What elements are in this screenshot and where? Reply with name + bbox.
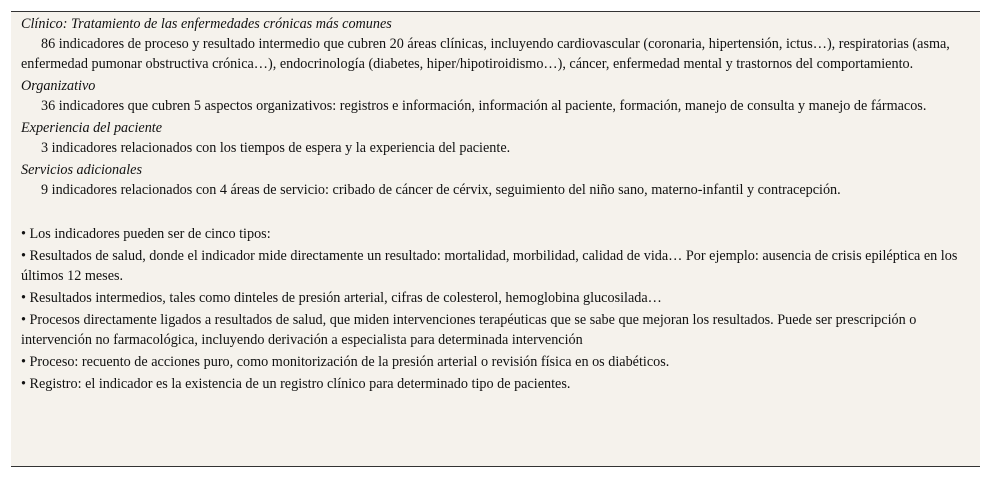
bullet-item: • Resultados de salud, donde el indicador mide directamente un resultado: mortalidad, morbilidad, calidad de vida… Por ejemplo: ausencia de crisis epiléptica en los últimos 12 meses. (21, 248, 958, 284)
section-text-servicios: 9 indicadores relacionados con 4 áreas de servicio: cribado de cáncer de cérvix, seguimiento del niño sano, materno-infantil y contracepción. (41, 182, 841, 198)
section-text-experiencia: 3 indicadores relacionados con los tiempos de espera y la experiencia del paciente. (41, 140, 511, 156)
section-heading-organizativo: Organizativo (21, 78, 96, 94)
spacer (21, 202, 968, 224)
bullet-item: • Proceso: recuento de acciones puro, como monitorización de la presión arterial o revisión física en os diabéticos. (21, 354, 670, 370)
indicator-table-panel (11, 11, 980, 467)
section-heading-experiencia: Experiencia del paciente (21, 120, 163, 136)
bullet-item: • Registro: el indicador es la existencia de un registro clínico para determinado tipo de pacientes. (21, 376, 571, 392)
section-text-organizativo: 36 indicadores que cubren 5 aspectos organizativos: registros e información, información al paciente, formación, manejo de consulta y manejo de fármacos. (41, 98, 927, 114)
bullet-item: • Procesos directamente ligados a resultados de salud, que miden intervenciones terapéuticas que se sabe que mejoran los resultados. Puede ser prescripción o intervención no farmacológica, incluyendo derivación a especialista para determinada intervención (21, 312, 917, 348)
bullet-intro: • Los indicadores pueden ser de cinco tipos: (21, 226, 271, 242)
bullet-item: • Resultados intermedios, tales como dinteles de presión arterial, cifras de colesterol, hemoglobina glucosilada… (21, 290, 662, 306)
section-heading-servicios: Servicios adicionales (21, 162, 142, 178)
section-heading-clinico: Clínico: Tratamiento de las enfermedades crónicas más comunes (21, 16, 392, 32)
section-text-clinico: 86 indicadores de proceso y resultado intermedio que cubren 20 áreas clínicas, incluyendo cardiovascular (coronaria, hipertensión, ictus…), respiratorias (asma, enfermedad pumonar obstructiva crónica…), endocrinología (diabetes, hiper/hipotiroidismo…), cáncer, enfermedad mental y trastornos del comportamiento. (21, 36, 950, 72)
